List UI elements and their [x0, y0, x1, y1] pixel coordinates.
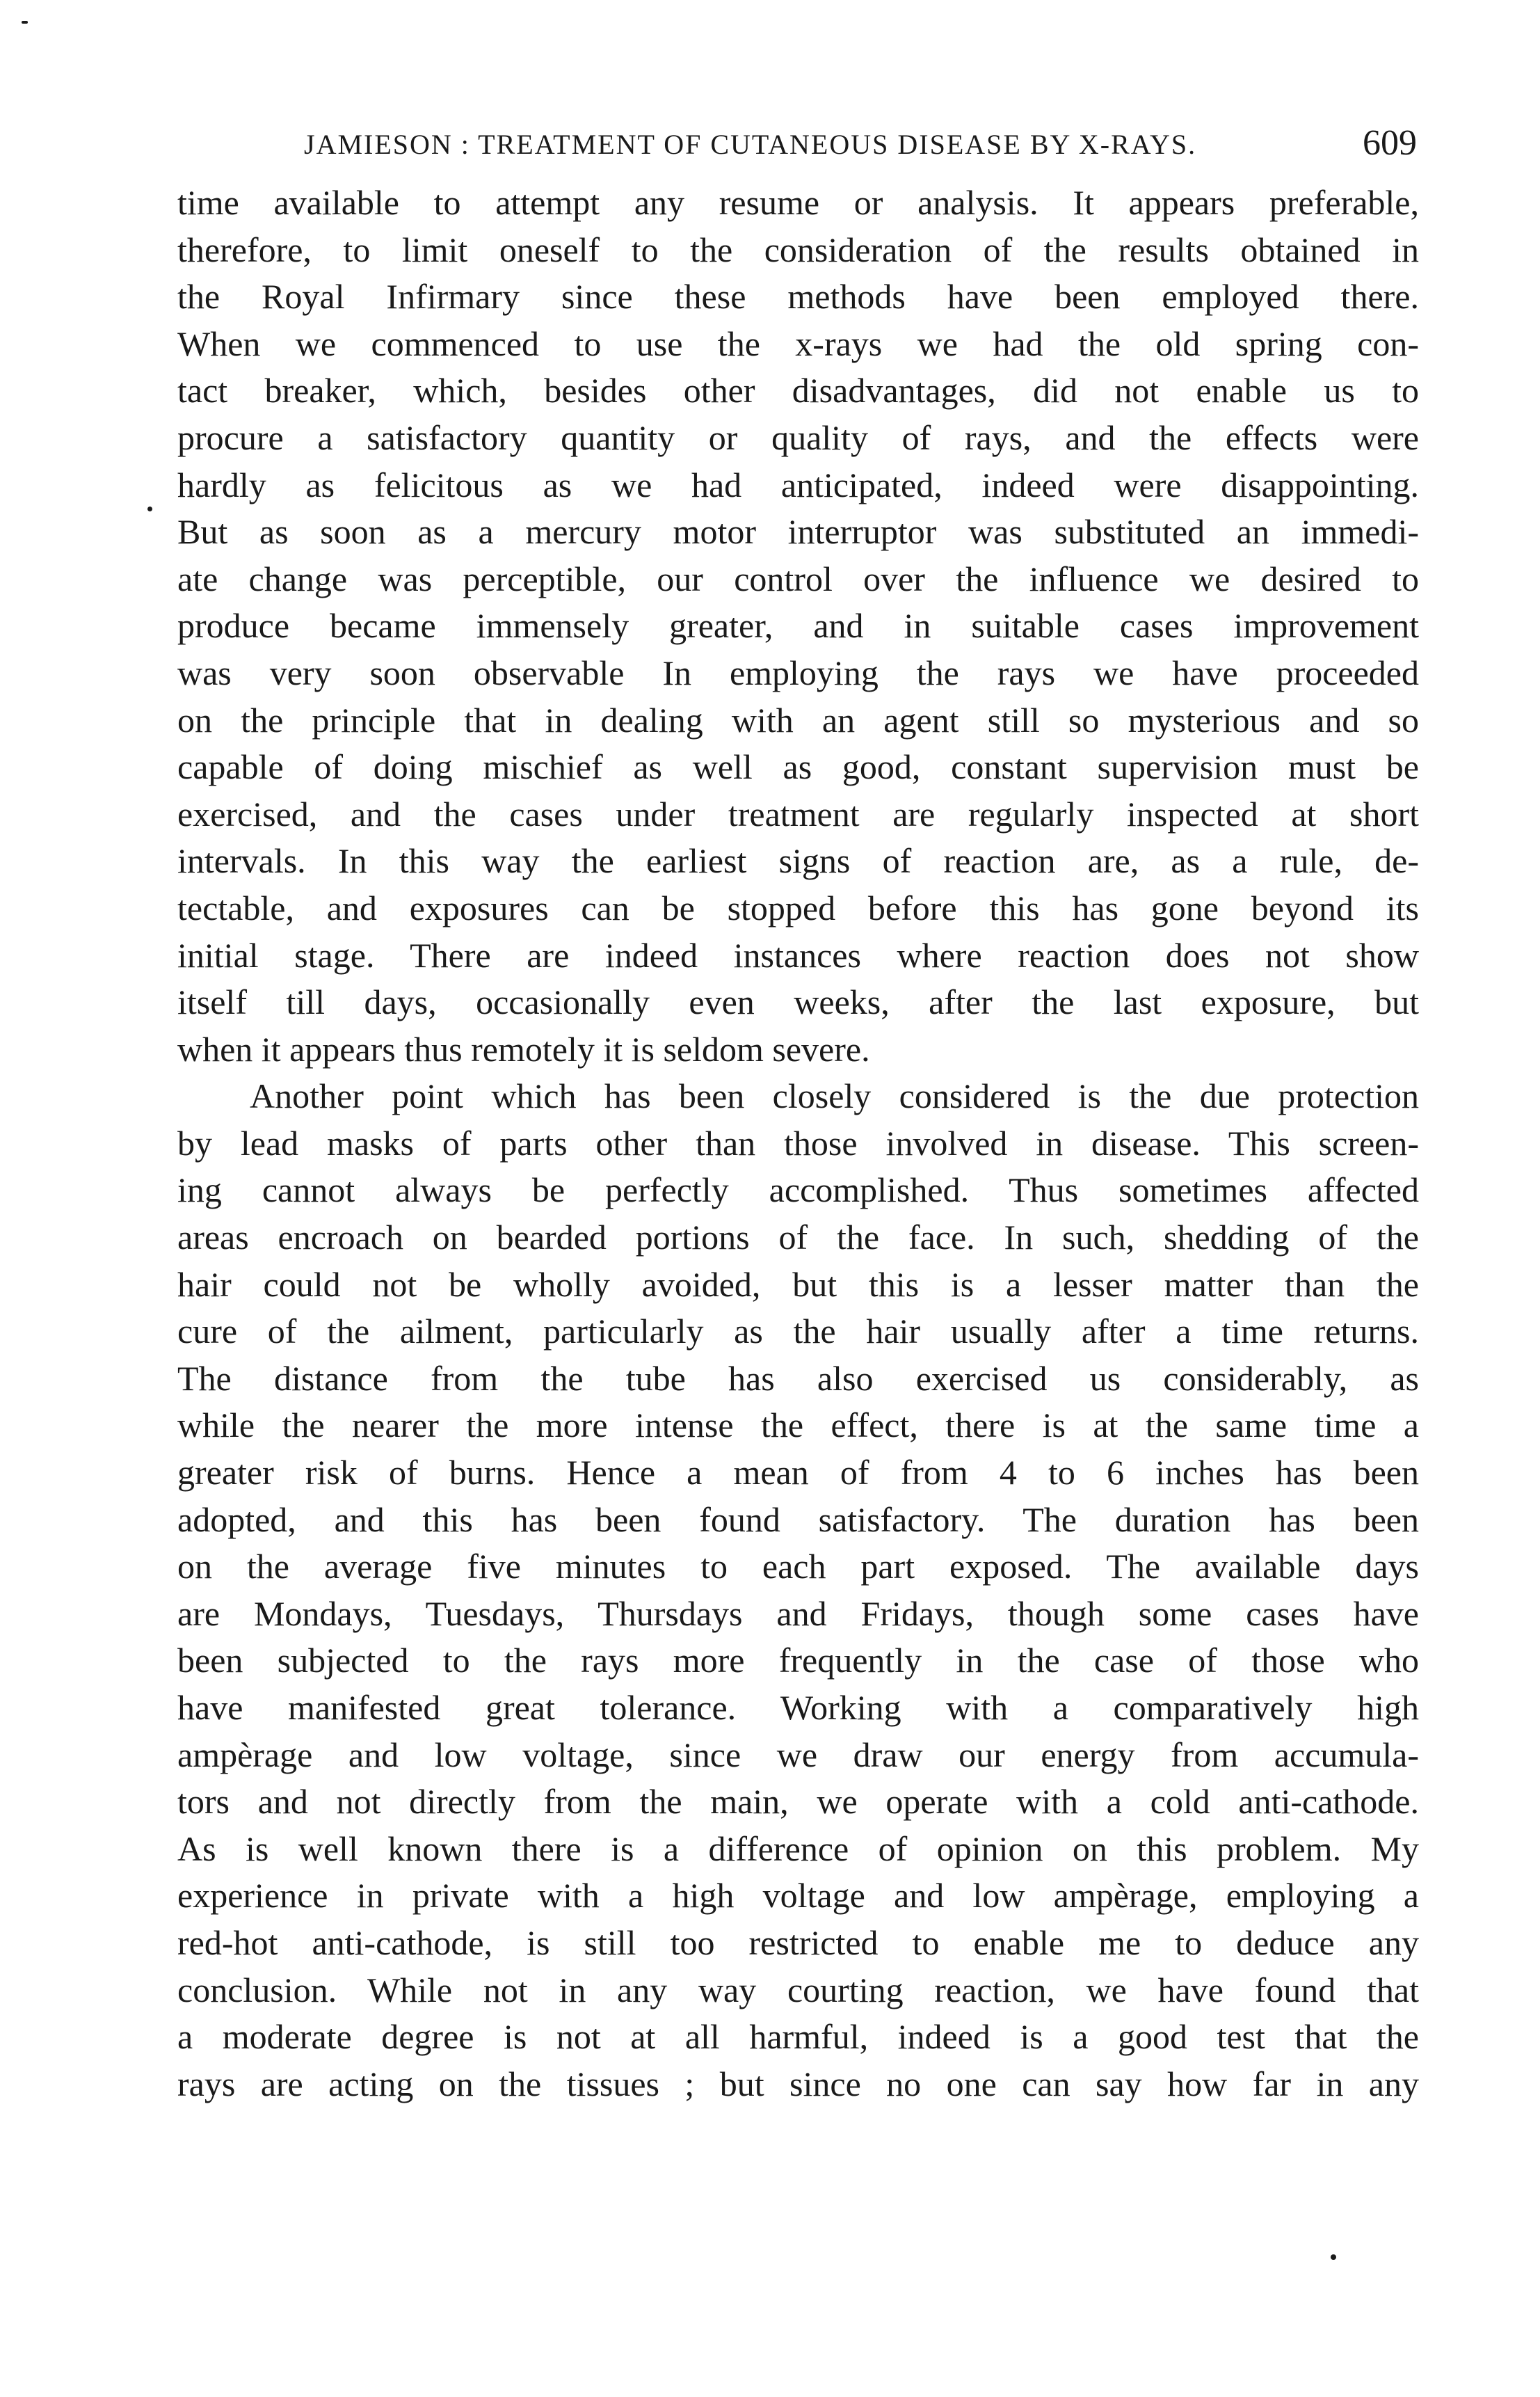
page-number: 609: [1363, 123, 1417, 163]
running-head: [304, 122, 1417, 171]
text-line: by lead masks of parts other than those involved in disease. This screen-: [177, 1123, 1419, 1163]
text-line: exercised, and the cases under treatment are regularly inspected at short: [177, 794, 1419, 834]
running-title: JAMIESON : TREATMENT OF CUTANEOUS DISEASE BY X-RAYS.: [304, 129, 1197, 160]
text-line: a moderate degree is not at all harmful, indeed is a good test that the: [177, 2017, 1419, 2057]
text-line: when it appears thus remotely it is seldom severe.: [177, 1029, 870, 1069]
text-line: was very soon observable In employing the rays we have proceeded: [177, 653, 1419, 692]
text-line: been subjected to the rays more frequently in the case of those who: [177, 1641, 1419, 1680]
text-line: areas encroach on bearded portions of the face. In such, shedding of the: [177, 1218, 1419, 1257]
margin-ink-mark: [147, 507, 152, 511]
text-line: But as soon as a mercury motor interruptor was substituted an immedi-: [177, 512, 1419, 552]
text-line: The distance from the tube has also exercised us considerably, as: [177, 1358, 1419, 1398]
text-line: initial stage. There are indeed instances where reaction does not show: [177, 935, 1419, 975]
text-line: hair could not be wholly avoided, but this is a lesser matter than the: [177, 1264, 1419, 1304]
text-line: cure of the ailment, particularly as the hair usually after a time returns.: [177, 1312, 1419, 1351]
text-line: capable of doing mischief as well as good, constant supervision must be: [177, 747, 1419, 787]
text-line: on the principle that in dealing with an agent still so mysterious and so: [177, 700, 1419, 740]
text-line: the Royal Infirmary since these methods have been employed there.: [177, 277, 1419, 317]
text-line: ampèrage and low voltage, since we draw our energy from accumula-: [177, 1735, 1419, 1774]
paragraph-2: [177, 1073, 1419, 2108]
text-line: intervals. In this way the earliest signs of reaction are, as a rule, de-: [177, 841, 1419, 881]
text-line: hardly as felicitous as we had anticipated, indeed were disappointing.: [177, 465, 1419, 504]
text-line: itself till days, occasionally even weeks, after the last exposure, but: [177, 982, 1419, 1022]
text-line: tors and not directly from the main, we operate with a cold anti-cathode.: [177, 1782, 1419, 1822]
text-line: tectable, and exposures can be stopped before this has gone beyond its: [177, 888, 1419, 927]
text-line: while the nearer the more intense the effect, there is at the same time a: [177, 1405, 1419, 1445]
text-line: have manifested great tolerance. Working with a comparatively high: [177, 1688, 1419, 1727]
text-line: When we commenced to use the x-rays we had the old spring con-: [177, 324, 1419, 363]
text-line: greater risk of burns. Hence a mean of from 4 to 6 inches has been: [177, 1453, 1419, 1492]
body-text: [177, 180, 1419, 2108]
stray-ink-mark: [22, 21, 28, 24]
bottom-ink-mark: [1331, 2254, 1336, 2260]
text-line: procure a satisfactory quantity or quality of rays, and the effects were: [177, 417, 1419, 457]
text-line: adopted, and this has been found satisfactory. The duration has been: [177, 1499, 1419, 1539]
text-line: produce became immensely greater, and in suitable cases improvement: [177, 606, 1419, 646]
text-line: experience in private with a high voltage and low ampèrage, employing a: [177, 1876, 1419, 1916]
text-line: conclusion. While not in any way courting reaction, we have found that: [177, 1970, 1419, 2009]
paragraph-1: [177, 180, 1419, 1073]
text-line: red-hot anti-cathode, is still too restricted to enable me to deduce any: [177, 1922, 1419, 1962]
text-line: As is well known there is a difference of opinion on this problem. My: [177, 1829, 1419, 1868]
text-line: therefore, to limit oneself to the consideration of the results obtained in: [177, 230, 1419, 269]
text-line: tact breaker, which, besides other disadvantages, did not enable us to: [177, 371, 1419, 411]
text-line: ate change was perceptible, our control over the influence we desired to: [177, 559, 1419, 598]
text-line: time available to attempt any resume or analysis. It appears preferable,: [177, 183, 1419, 222]
text-line: ing cannot always be perfectly accomplished. Thus sometimes affected: [177, 1170, 1419, 1210]
text-line: Another point which has been closely considered is the due protection: [250, 1076, 1419, 1116]
text-line: are Mondays, Tuesdays, Thursdays and Fridays, though some cases have: [177, 1593, 1419, 1633]
text-line: rays are acting on the tissues ; but since no one can say how far in any: [177, 2064, 1419, 2103]
text-line: on the average five minutes to each part exposed. The available days: [177, 1547, 1419, 1586]
